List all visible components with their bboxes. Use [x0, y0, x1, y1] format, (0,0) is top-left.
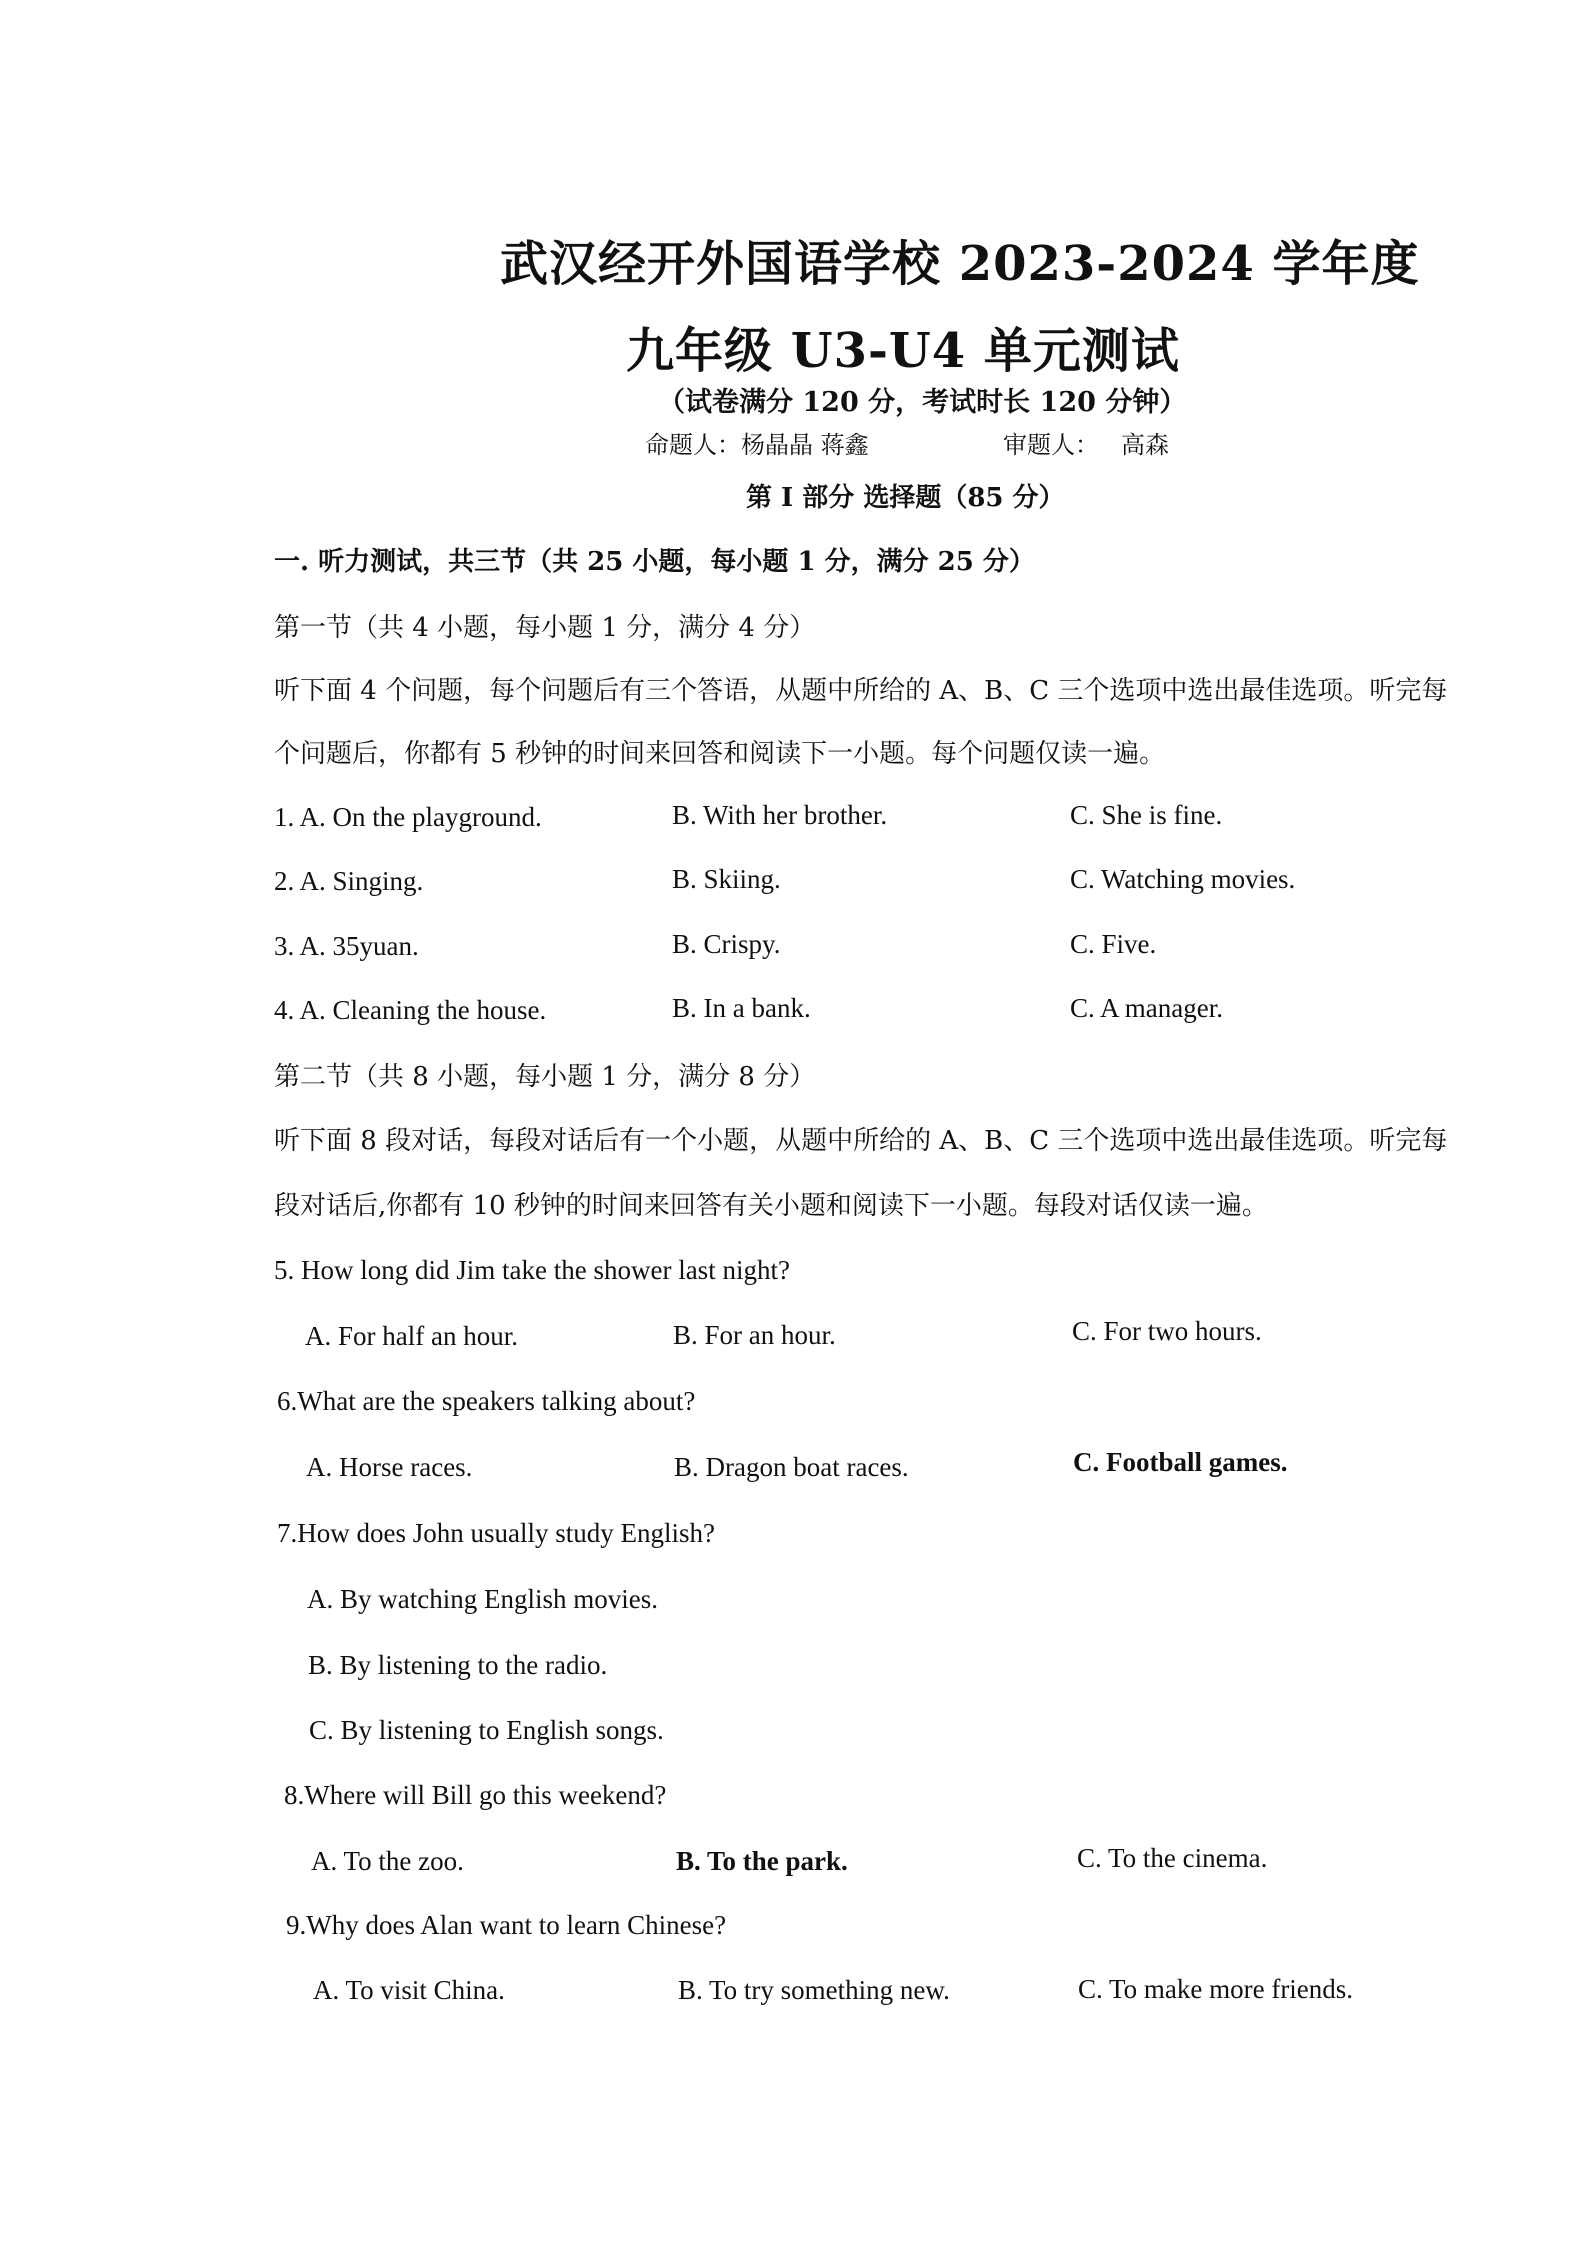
sub1-instruction-line1: 听下面 4 个问题，每个问题后有三个答语，从题中所给的 A、B、C 三个选项中选出最佳选项。听完每 — [274, 676, 1448, 706]
q8-option-c: C. To the cinema. — [1077, 1843, 1268, 1873]
q9-option-b: B. To try something new. — [678, 1975, 950, 2005]
author-line — [645, 425, 869, 460]
sub2-instruction-line2: 段对话后,你都有 10 秒钟的时间来回答有关小题和阅读下一小题。每段对话仅读一遍。 — [274, 1191, 1268, 1221]
reviewer-line — [1003, 425, 1169, 460]
q9-option-c: C. To make more friends. — [1078, 1974, 1354, 2004]
q5-option-c: C. For two hours. — [1072, 1316, 1262, 1346]
q7-option-b: B. By listening to the radio. — [308, 1650, 608, 1680]
q3-option-a: 3. A. 35yuan. — [274, 931, 419, 961]
q8-stem: 8.Where will Bill go this weekend? — [284, 1780, 667, 1810]
q4-option-a: 4. A. Cleaning the house. — [274, 995, 547, 1025]
q9-option-a: A. To visit China. — [313, 1975, 505, 2005]
exam-title-line1: 武汉经开外国语学校 2023-2024 学年度 — [500, 236, 1420, 292]
q6-option-c: C. Football games. — [1073, 1447, 1288, 1477]
q8-option-b: B. To the park. — [676, 1846, 848, 1876]
reviewer: 高森 — [1121, 431, 1169, 459]
q2-option-b: B. Skiing. — [672, 864, 781, 894]
q6-stem: 6.What are the speakers talking about? — [277, 1386, 696, 1416]
section1-heading: 一. 听力测试，共三节（共 25 小题，每小题 1 分，满分 25 分） — [274, 547, 1035, 577]
reviewer-label: 审题人： — [1003, 431, 1099, 459]
authors: 杨晶晶 蒋鑫 — [741, 431, 869, 459]
exam-title-line2: 九年级 U3-U4 单元测试 — [626, 323, 1180, 379]
sub2-instruction-line1: 听下面 8 段对话，每段对话后有一个小题，从题中所给的 A、B、C 三个选项中选出最佳选项。听完每 — [274, 1126, 1448, 1156]
q7-option-c: C. By listening to English songs. — [309, 1715, 664, 1745]
q7-stem: 7.How does John usually study English? — [277, 1518, 715, 1548]
q1-option-b: B. With her brother. — [672, 800, 888, 830]
q6-option-b: B. Dragon boat races. — [674, 1452, 909, 1482]
q1-option-a: 1. A. On the playground. — [274, 802, 542, 832]
q9-stem: 9.Why does Alan want to learn Chinese? — [286, 1910, 727, 1940]
q1-option-c: C. She is fine. — [1070, 800, 1223, 830]
q8-option-a: A. To the zoo. — [311, 1846, 464, 1876]
q4-option-b: B. In a bank. — [672, 993, 811, 1023]
author-label: 命题人： — [645, 431, 741, 459]
q6-option-a: A. Horse races. — [306, 1452, 473, 1482]
q5-option-b: B. For an hour. — [673, 1320, 836, 1350]
sub1-heading: 第一节（共 4 小题，每小题 1 分，满分 4 分） — [274, 613, 816, 643]
part1-title: 第 I 部分 选择题（85 分） — [746, 483, 1065, 513]
q5-stem: 5. How long did Jim take the shower last night? — [274, 1255, 790, 1285]
q7-option-a: A. By watching English movies. — [307, 1584, 658, 1614]
q3-option-b: B. Crispy. — [672, 929, 781, 959]
sub1-instruction-line2: 个问题后，你都有 5 秒钟的时间来回答和阅读下一小题。每个问题仅读一遍。 — [274, 739, 1166, 769]
exam-note: （试卷满分 120 分，考试时长 120 分钟） — [658, 387, 1187, 418]
q2-option-a: 2. A. Singing. — [274, 866, 424, 896]
q4-option-c: C. A manager. — [1070, 993, 1223, 1023]
sub2-heading: 第二节（共 8 小题，每小题 1 分，满分 8 分） — [274, 1062, 816, 1092]
q5-option-a: A. For half an hour. — [305, 1321, 518, 1351]
q3-option-c: C. Five. — [1070, 929, 1157, 959]
q2-option-c: C. Watching movies. — [1070, 864, 1296, 894]
